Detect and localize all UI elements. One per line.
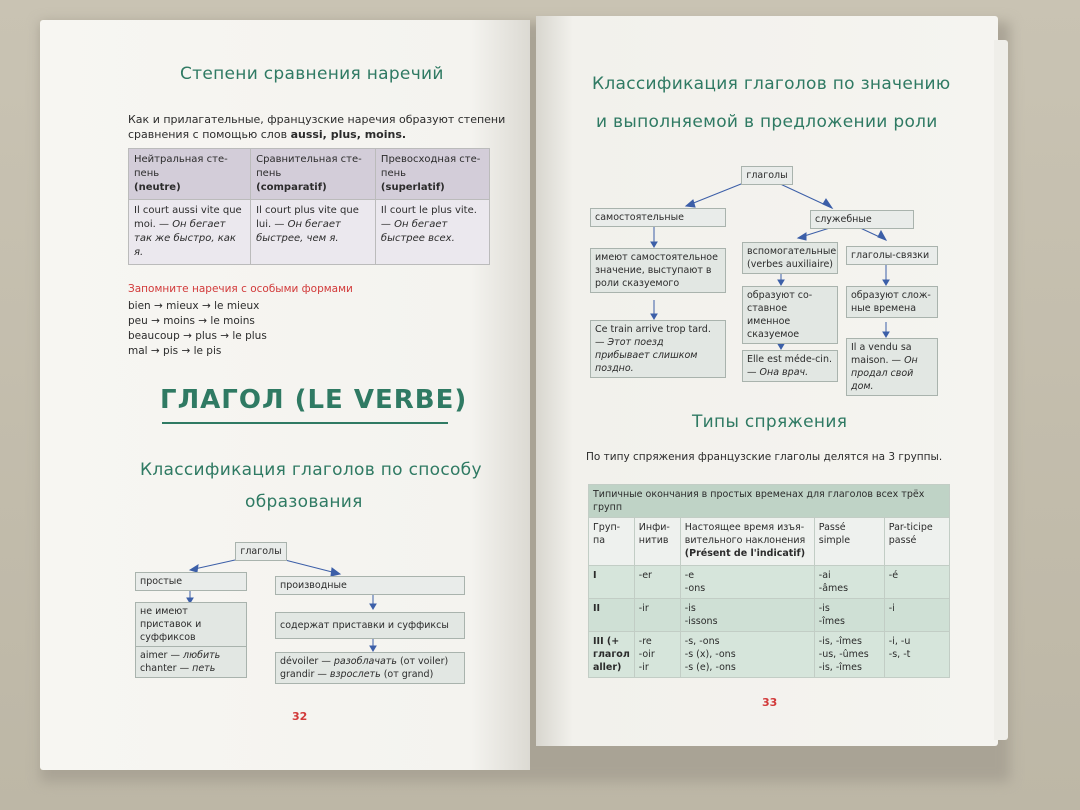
meaning-auxiliary-box: вспомогательные (verbes auxiliaire): [742, 242, 838, 274]
comparison-cell-fr: Il court le plus vite. —: [380, 205, 477, 230]
conj-participe: -i, -u -s, -t: [884, 632, 949, 678]
comparison-cell-ru: Он бегает быстрее всех.: [380, 219, 455, 244]
conj-title: Типы спряжения: [692, 412, 848, 432]
formation-derived-box: производные: [275, 576, 465, 595]
right-page: [536, 16, 998, 746]
comparison-header-text: Сравнительная сте-пень: [256, 154, 362, 179]
conj-header: Par-ticipe passé: [884, 518, 949, 566]
table-row: [589, 566, 950, 599]
meaning-linking-desc: образуют слож-ные времена: [846, 286, 938, 318]
conj-header: Груп-па: [589, 518, 635, 566]
formation-derived-desc: содержат приставки и суффиксы: [275, 612, 465, 639]
formation-simple-examples: [135, 646, 247, 678]
conj-group: II: [589, 599, 635, 632]
verb-heading: ГЛАГОЛ (LE VERBE): [160, 385, 468, 415]
book-back-cover-edge: [994, 40, 1008, 740]
conj-header: Passé simple: [814, 518, 884, 566]
conj-infinitive: -ir: [634, 599, 680, 632]
adverb-row: peu → moins → le moins: [128, 315, 255, 327]
example-fr: grandir —: [280, 669, 327, 680]
conj-header-present: [680, 518, 814, 566]
adverbs-intro-line2: сравнения с помощью слов: [128, 128, 291, 141]
comparison-header-term: (neutre): [134, 182, 181, 193]
left-page: [40, 20, 530, 770]
comparison-cell-ru: Он бегает так же быстро, как я.: [134, 219, 236, 258]
table-row: [589, 599, 950, 632]
conj-passe: -is, -îmes -us, -ûmes -is, -îmes: [814, 632, 884, 678]
meaning-auxiliary-example: [742, 350, 838, 382]
comparison-cell-fr: Il court plus vite que lui. —: [256, 205, 359, 230]
adverb-row: bien → mieux → le mieux: [128, 300, 260, 312]
adverb-row: beaucoup → plus → le plus: [128, 330, 267, 342]
comparison-header-text: Нейтральная сте-пень: [134, 154, 228, 179]
conj-present: -is -issons: [680, 599, 814, 632]
formation-derived-examples: [275, 652, 465, 684]
conj-present: -s, -ons -s (x), -ons -s (e), -ons: [680, 632, 814, 678]
adverbs-intro-words: aussi, plus, moins.: [290, 128, 407, 141]
adverbs-title: Степени сравнения наречий: [180, 64, 444, 84]
adverbs-intro-line1: Как и прилагательные, французские наречия образуют степени: [128, 113, 506, 126]
adverb-row: mal → pis → le pis: [128, 345, 222, 357]
conj-caption: Типичные окончания в простых временах для глаголов всех трёх групп: [589, 485, 950, 518]
example-fr: Elle est méde-cin. —: [747, 354, 832, 378]
example-source: (от voiler): [399, 656, 449, 667]
formation-title-line2: образования: [245, 492, 363, 512]
meaning-auxiliary-desc: образуют со-ставное именное сказуемое: [742, 286, 838, 344]
conj-intro: По типу спряжения французские глаголы делятся на 3 группы.: [586, 451, 943, 463]
example-ru: петь: [192, 663, 216, 674]
conj-passe: -is -îmes: [814, 599, 884, 632]
formation-root-box: глаголы: [235, 542, 287, 561]
comparison-header-text: Превосходная сте-пень: [380, 154, 481, 179]
example-fr: aimer —: [140, 650, 180, 661]
formation-title-line1: Классификация глаголов по способу: [140, 460, 482, 480]
example-fr: chanter —: [140, 663, 190, 674]
conjugation-table: [588, 484, 950, 678]
conj-header-term: (Présent de l'indicatif): [684, 548, 806, 559]
example-source: (от grand): [383, 669, 434, 680]
example-fr: dévoiler —: [280, 656, 331, 667]
meaning-independent-desc: имеют самостоятельное значение, выступают в роли сказуемого: [590, 248, 726, 293]
example-fr: Il a vendu sa maison. —: [851, 342, 912, 366]
page-number-left: 32: [292, 710, 308, 723]
conj-header: Инфи-нитив: [634, 518, 680, 566]
meaning-auxiliary-group-box: служебные: [810, 210, 914, 229]
table-row: [589, 632, 950, 678]
comparison-header-term: (superlatif): [380, 182, 445, 193]
page-number-right: 33: [762, 696, 778, 709]
conj-infinitive: -er: [634, 566, 680, 599]
example-fr: Ce train arrive trop tard. —: [595, 324, 711, 348]
meaning-linking-box: глаголы-связки: [846, 246, 938, 265]
conj-passe: -ai -âmes: [814, 566, 884, 599]
meaning-independent-example: [590, 320, 726, 378]
meaning-title-line2: и выполняемой в предложении роли: [596, 112, 938, 132]
comparison-cell-fr: Il court aussi vite que moi. —: [134, 205, 242, 230]
example-ru: Этот поезд прибывает слишком поздно.: [595, 337, 698, 374]
comparison-cell-ru: Он бегает быстрее, чем я.: [256, 219, 341, 244]
formation-simple-box: простые: [135, 572, 247, 591]
conj-participe: -é: [884, 566, 949, 599]
meaning-linking-example: [846, 338, 938, 396]
conj-infinitive: -re -oir -ir: [634, 632, 680, 678]
example-ru: разоблачать: [333, 656, 397, 667]
conj-present: -e -ons: [680, 566, 814, 599]
remember-title: Запомните наречия с особыми формами: [128, 283, 353, 295]
conj-header-text: Настоящее время изъя-вительного наклонения: [684, 522, 806, 546]
conj-participe: -i: [884, 599, 949, 632]
example-ru: взрослеть: [329, 669, 381, 680]
meaning-independent-box: самостоятельные: [590, 208, 726, 227]
conj-group: III (+ глагол aller): [589, 632, 635, 678]
example-ru: любить: [183, 650, 221, 661]
meaning-title-line1: Классификация глаголов по значению: [592, 74, 951, 94]
example-ru: Он продал свой дом.: [851, 355, 918, 392]
comparison-header-term: (comparatif): [256, 182, 327, 193]
example-ru: Она врач.: [759, 367, 809, 378]
meaning-root-box: глаголы: [741, 166, 793, 185]
formation-simple-desc: не имеют приставок и суффиксов: [135, 602, 247, 647]
conj-group: I: [589, 566, 635, 599]
